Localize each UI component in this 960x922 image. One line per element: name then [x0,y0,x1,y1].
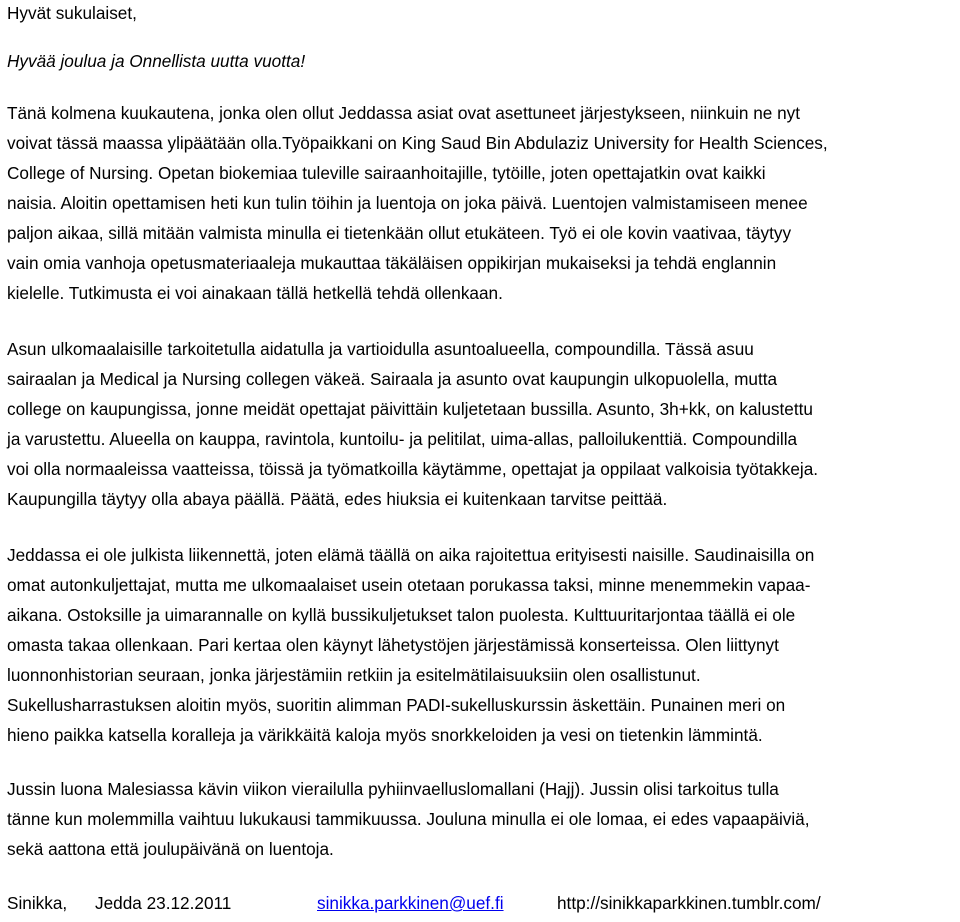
paragraph-line: paljon aikaa, sillä mitään valmista minulla ei tietenkään ollut etukäteen. Työ ei ole kovin vaativaa, täytyy [7,223,792,243]
blog-url[interactable]: http://sinikkaparkkinen.tumblr.com/ [557,893,821,913]
paragraph-line: voivat tässä maassa ylipäätään olla.Työpaikkani on King Saud Bin Abdulaziz University for Health Sciences, [7,133,828,153]
paragraph-line: hieno paikka katsella koralleja ja värikkäitä kaloja myös snorkkeloiden ja vesi on tietenkin lämmintä. [7,725,763,745]
paragraph-line: Kaupungilla täytyy olla abaya päällä. Päätä, edes hiuksia ei kuitenkaan tarvitse peittää. [7,489,668,509]
paragraph-line: Asun ulkomaalaisille tarkoitetulla aidatulla ja vartioidulla asuntoalueella, compoundilla. Tässä asuu [7,339,754,359]
holiday-wish: Hyvää joulua ja Onnellista uutta vuotta! [7,51,306,71]
paragraph-line: Tänä kolmena kuukautena, jonka olen ollut Jeddassa asiat ovat asettuneet järjestykseen, niinkuin ne nyt [7,103,801,123]
paragraph-line: Jussin luona Malesiassa kävin viikon vierailulla pyhiinvaelluslomallani (Hajj). Jussin olisi tarkoitus tulla [7,779,779,799]
paragraph-line: luonnonhistorian seuraan, jonka järjestämiin retkiin ja esitelmätilaisuuksiin olen osallistunut. [7,665,701,685]
paragraph-line: naisia. Aloitin opettamisen heti kun tulin töihin ja luentoja on joka päivä. Luentojen valmistamiseen menee [7,193,808,213]
paragraph-line: voi olla normaaleissa vaatteissa, töissä ja työmatkoilla käytämme, opettajat ja oppilaat valkoisia työtakkeja. [7,459,819,479]
paragraph-line: ja varustettu. Alueella on kauppa, ravintola, kuntoilu- ja pelitilat, uima-allas, palloilukenttiä. Compoundilla [7,429,798,449]
greeting: Hyvät sukulaiset, [7,3,137,23]
paragraph-line: vain omia vanhoja opetusmateriaaleja mukauttaa täkäläisen oppikirjan mukaiseksi ja tehdä englannin [7,253,777,273]
paragraph-line: Jeddassa ei ole julkista liikennettä, joten elämä täällä on aika rajoitettua erityisesti naisille. Saudinaisilla on [7,545,815,565]
paragraph-line: Sukellusharrastuksen aloitin myös, suoritin alimman PADI-sukelluskurssin äskettäin. Punainen meri on [7,695,786,715]
email-link[interactable]: sinikka.parkkinen@uef.fi [317,893,504,913]
signature-place-date: Jedda 23.12.2011 [95,893,232,913]
paragraph-line: omat autonkuljettajat, mutta me ulkomaalaiset usein otetaan porukassa taksi, minne menemmekin vapaa- [7,575,811,595]
paragraph-line: sairaalan ja Medical ja Nursing collegen väkeä. Sairaala ja asunto ovat kaupungin ulkopuolella, mutta [7,369,778,389]
paragraph-line: tänne kun molemmilla vaihtuu lukukausi tammikuussa. Jouluna minulla ei ole lomaa, ei edes vapaapäiviä, [7,809,810,829]
paragraph-line: omasta takaa ollenkaan. Pari kertaa olen käynyt lähetystöjen järjestämissä konserteissa. Olen liittynyt [7,635,779,655]
paragraph-line: aikana. Ostoksille ja uimarannalle on kyllä bussikuljetukset talon puolesta. Kulttuuritarjontaa täällä ei ole [7,605,796,625]
paragraph-line: sekä aattona että joulupäivänä on luentoja. [7,839,334,859]
paragraph-line: College of Nursing. Opetan biokemiaa tuleville sairaanhoitajille, tytöille, joten opettajatkin ovat kaikki [7,163,766,183]
paragraph-line: college on kaupungissa, jonne meidät opettajat päivittäin kuljetetaan bussilla. Asunto, 3h+kk, on kalustettu [7,399,813,419]
paragraph-line: kielelle. Tutkimusta ei voi ainakaan tällä hetkellä tehdä ollenkaan. [7,283,503,303]
signature-name: Sinikka, [7,893,68,913]
signature-line [7,889,821,918]
